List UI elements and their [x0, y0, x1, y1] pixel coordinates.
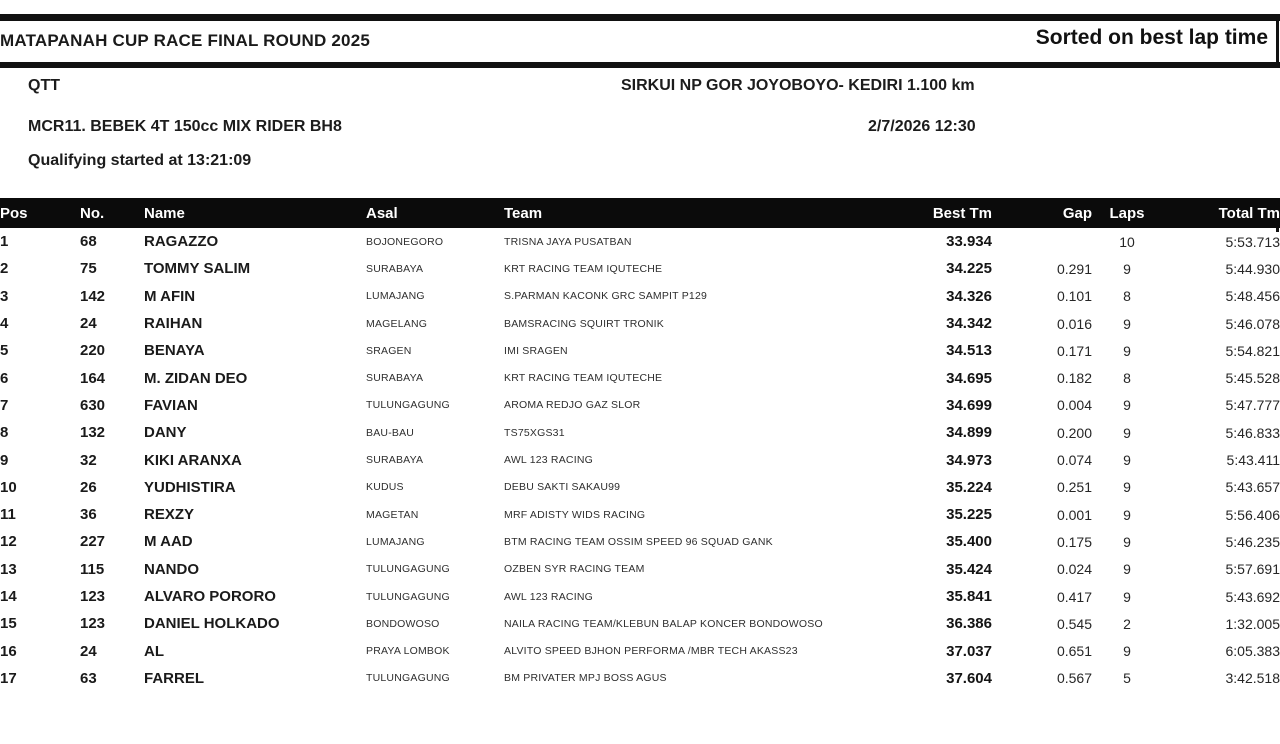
col-header-team: Team — [504, 204, 543, 222]
cell-team: KRT RACING TEAM IQUTECHE — [504, 372, 663, 385]
cell-team: BTM RACING TEAM OSSIM SPEED 96 SQUAD GANK — [504, 535, 773, 548]
cell-best-time: 35.424 — [946, 560, 992, 578]
cell-rider-name: RAGAZZO — [144, 233, 219, 251]
cell-laps: 5 — [1123, 670, 1131, 687]
cell-position: 4 — [0, 315, 9, 333]
cell-team: OZBEN SYR RACING TEAM — [504, 563, 645, 576]
cell-position: 17 — [0, 669, 17, 687]
table-row — [0, 556, 1280, 583]
cell-total-time: 5:53.713 — [1225, 233, 1280, 250]
cell-gap: 0.651 — [1056, 643, 1092, 660]
cell-team: MRF ADISTY WIDS RACING — [504, 508, 646, 521]
cell-total-time: 5:44.930 — [1225, 260, 1280, 277]
table-row — [0, 583, 1280, 610]
cell-position: 1 — [0, 233, 9, 251]
cell-total-time: 5:56.406 — [1225, 506, 1280, 523]
cell-position: 9 — [0, 451, 9, 469]
session-datetime: 2/7/2026 12:30 — [868, 118, 976, 135]
cell-gap: 0.545 — [1056, 615, 1092, 632]
cell-team: BM PRIVATER MPJ BOSS AGUS — [504, 672, 667, 685]
col-header-total-tm: Total Tm — [1218, 204, 1280, 222]
cell-gap: 0.567 — [1056, 670, 1092, 687]
cell-rider-name: DANY — [144, 424, 187, 442]
cell-gap: 0.251 — [1056, 479, 1092, 496]
cell-asal: KUDUS — [366, 481, 404, 494]
cell-best-time: 35.224 — [946, 478, 992, 496]
cell-team: AWL 123 RACING — [504, 590, 593, 603]
cell-team: AROMA REDJO GAZ SLOR — [504, 399, 641, 412]
table-row — [0, 419, 1280, 446]
cell-rider-name: TOMMY SALIM — [144, 260, 251, 278]
table-row — [0, 364, 1280, 391]
cell-total-time: 5:46.235 — [1225, 533, 1280, 550]
table-row — [0, 610, 1280, 637]
col-header-asal: Asal — [366, 204, 398, 222]
table-header-row — [0, 198, 1280, 228]
cell-best-time: 34.513 — [946, 342, 992, 360]
cell-race-number: 75 — [80, 260, 97, 278]
col-header-name: Name — [144, 204, 185, 222]
class-name: MCR11. BEBEK 4T 150cc MIX RIDER BH8 — [28, 118, 342, 135]
cell-rider-name: RAIHAN — [144, 315, 203, 333]
cell-laps: 9 — [1123, 424, 1131, 441]
cell-gap: 0.004 — [1056, 397, 1092, 414]
cell-race-number: 142 — [80, 287, 106, 305]
cell-position: 8 — [0, 424, 9, 442]
cell-total-time: 5:45.528 — [1225, 370, 1280, 387]
cell-team: NAILA RACING TEAM/KLEBUN BALAP KONCER BONDOWOSO — [504, 617, 823, 630]
cell-asal: PRAYA LOMBOK — [366, 645, 450, 658]
cell-team: KRT RACING TEAM IQUTECHE — [504, 262, 663, 275]
cell-asal: LUMAJANG — [366, 535, 425, 548]
cell-total-time: 6:05.383 — [1225, 643, 1280, 660]
cell-laps: 9 — [1123, 588, 1131, 605]
cell-laps: 2 — [1123, 615, 1131, 632]
cell-asal: BOJONEGORO — [366, 235, 444, 248]
cell-laps: 9 — [1123, 315, 1131, 332]
cell-total-time: 5:48.456 — [1225, 288, 1280, 305]
cell-best-time: 34.699 — [946, 396, 992, 414]
col-header-best-tm: Best Tm — [932, 204, 992, 222]
right-border-tick-top — [1276, 21, 1279, 62]
cell-best-time: 34.973 — [946, 451, 992, 469]
cell-team: TS75XGS31 — [504, 426, 565, 439]
table-row — [0, 255, 1280, 282]
cell-asal: TULUNGAGUNG — [366, 563, 450, 576]
cell-race-number: 164 — [80, 369, 106, 387]
cell-best-time: 35.400 — [946, 533, 992, 551]
top-rule — [0, 14, 1280, 21]
cell-position: 5 — [0, 342, 9, 360]
cell-team: S.PARMAN KACONK GRC SAMPIT P129 — [504, 290, 708, 303]
cell-team: BAMSRACING SQUIRT TRONIK — [504, 317, 664, 330]
cell-asal: SURABAYA — [366, 372, 424, 385]
table-row — [0, 337, 1280, 364]
cell-team: ALVITO SPEED BJHON PERFORMA /MBR TECH AKASS23 — [504, 645, 798, 658]
col-header-no: No. — [80, 204, 105, 222]
table-row — [0, 392, 1280, 419]
cell-gap: 0.101 — [1056, 288, 1092, 305]
cell-total-time: 5:57.691 — [1225, 561, 1280, 578]
cell-best-time: 34.695 — [946, 369, 992, 387]
cell-total-time: 5:46.833 — [1225, 424, 1280, 441]
cell-total-time: 5:46.078 — [1225, 315, 1280, 332]
cell-laps: 9 — [1123, 479, 1131, 496]
cell-position: 10 — [0, 478, 17, 496]
cell-laps: 9 — [1123, 643, 1131, 660]
cell-race-number: 24 — [80, 642, 97, 660]
cell-laps: 9 — [1123, 342, 1131, 359]
cell-total-time: 3:42.518 — [1225, 670, 1280, 687]
cell-position: 7 — [0, 396, 9, 414]
cell-position: 16 — [0, 642, 17, 660]
cell-team: DEBU SAKTI SAKAU99 — [504, 481, 621, 494]
cell-gap: 0.024 — [1056, 561, 1092, 578]
cell-asal: SRAGEN — [366, 344, 412, 357]
cell-total-time: 5:43.692 — [1225, 588, 1280, 605]
cell-gap: 0.171 — [1056, 342, 1092, 359]
cell-laps: 9 — [1123, 533, 1131, 550]
cell-race-number: 227 — [80, 533, 106, 551]
cell-best-time: 34.342 — [946, 315, 992, 333]
table-row — [0, 474, 1280, 501]
cell-total-time: 5:43.657 — [1225, 479, 1280, 496]
cell-race-number: 123 — [80, 588, 106, 605]
cell-total-time: 5:54.821 — [1225, 342, 1280, 359]
cell-gap: 0.182 — [1056, 370, 1092, 387]
circuit-name: SIRKUI NP GOR JOYOBOYO- KEDIRI 1.100 km — [621, 77, 975, 94]
cell-race-number: 630 — [80, 396, 106, 414]
cell-rider-name: REXZY — [144, 506, 195, 524]
sort-note: Sorted on best lap time — [1035, 26, 1268, 49]
header-rule — [0, 62, 1280, 68]
cell-rider-name: KIKI ARANXA — [144, 451, 242, 469]
cell-rider-name: FARREL — [144, 669, 204, 687]
cell-gap: 0.016 — [1056, 315, 1092, 332]
cell-best-time: 37.604 — [946, 669, 992, 687]
cell-asal: TULUNGAGUNG — [366, 399, 450, 412]
results-table — [0, 198, 1280, 692]
cell-race-number: 132 — [80, 424, 106, 442]
table-row — [0, 665, 1280, 692]
cell-laps: 9 — [1123, 561, 1131, 578]
cell-rider-name: DANIEL HOLKADO — [144, 615, 280, 633]
cell-position: 15 — [0, 615, 17, 633]
cell-gap: 0.291 — [1056, 260, 1092, 277]
cell-asal: MAGELANG — [366, 317, 428, 330]
cell-rider-name: BENAYA — [144, 342, 205, 360]
event-title: MATAPANAH CUP RACE FINAL ROUND 2025 — [0, 31, 371, 50]
cell-laps: 9 — [1123, 397, 1131, 414]
cell-team: AWL 123 RACING — [504, 454, 593, 467]
cell-position: 12 — [0, 533, 17, 551]
cell-rider-name: AL — [144, 642, 164, 660]
col-header-gap: Gap — [1062, 204, 1092, 222]
cell-asal: BONDOWOSO — [366, 617, 440, 630]
col-header-pos: Pos — [0, 204, 28, 222]
cell-position: 3 — [0, 287, 9, 305]
table-row — [0, 501, 1280, 528]
cell-race-number: 123 — [80, 615, 106, 633]
cell-rider-name: FAVIAN — [144, 396, 198, 414]
cell-position: 2 — [0, 260, 9, 278]
cell-asal: SURABAYA — [366, 454, 424, 467]
cell-gap: 0.175 — [1056, 533, 1092, 550]
cell-best-time: 35.225 — [946, 506, 992, 524]
cell-asal: TULUNGAGUNG — [366, 590, 450, 603]
cell-best-time: 34.899 — [946, 424, 992, 442]
cell-rider-name: NANDO — [144, 560, 199, 578]
cell-best-time: 34.225 — [946, 260, 992, 278]
cell-gap — [992, 228, 1092, 255]
cell-race-number: 115 — [80, 560, 105, 578]
cell-best-time: 33.934 — [946, 233, 992, 251]
cell-race-number: 68 — [80, 233, 97, 251]
cell-race-number: 24 — [80, 315, 97, 333]
cell-laps: 9 — [1123, 452, 1131, 469]
cell-best-time: 35.841 — [946, 588, 992, 605]
table-row — [0, 228, 1280, 255]
cell-best-time: 34.326 — [946, 287, 992, 305]
table-row — [0, 528, 1280, 555]
cell-asal: SURABAYA — [366, 262, 424, 275]
table-row — [0, 283, 1280, 310]
cell-team: IMI SRAGEN — [504, 344, 568, 357]
col-header-laps: Laps — [1109, 204, 1145, 222]
cell-rider-name: M AFIN — [144, 287, 196, 305]
cell-asal: TULUNGAGUNG — [366, 672, 450, 685]
cell-position: 6 — [0, 369, 9, 387]
cell-gap: 0.200 — [1056, 424, 1092, 441]
cell-rider-name: YUDHISTIRA — [144, 478, 236, 496]
cell-position: 14 — [0, 588, 17, 605]
cell-race-number: 220 — [80, 342, 106, 360]
qualifying-note: Qualifying started at 13:21:09 — [28, 152, 252, 169]
cell-laps: 9 — [1123, 506, 1131, 523]
cell-race-number: 32 — [80, 451, 97, 469]
results-body — [0, 228, 1280, 692]
cell-laps: 8 — [1123, 288, 1131, 305]
cell-race-number: 36 — [80, 506, 97, 524]
cell-asal: BAU-BAU — [366, 426, 415, 439]
cell-race-number: 26 — [80, 478, 97, 496]
cell-team: TRISNA JAYA PUSATBAN — [504, 235, 632, 248]
table-row — [0, 637, 1280, 664]
cell-asal: LUMAJANG — [366, 290, 425, 303]
cell-total-time: 1:32.005 — [1225, 615, 1280, 632]
cell-rider-name: ALVARO PORORO — [144, 588, 276, 605]
cell-position: 13 — [0, 560, 17, 578]
cell-rider-name: M. ZIDAN DEO — [144, 369, 248, 387]
cell-gap: 0.001 — [1056, 506, 1092, 523]
cell-gap: 0.417 — [1056, 588, 1092, 605]
table-row — [0, 310, 1280, 337]
cell-best-time: 36.386 — [946, 615, 992, 633]
cell-best-time: 37.037 — [946, 642, 992, 660]
cell-gap: 0.074 — [1056, 452, 1092, 469]
cell-total-time: 5:47.777 — [1225, 397, 1280, 414]
cell-laps: 10 — [1119, 233, 1135, 250]
cell-rider-name: M AAD — [144, 533, 193, 551]
cell-laps: 8 — [1123, 370, 1131, 387]
cell-asal: MAGETAN — [366, 508, 419, 521]
table-row — [0, 446, 1280, 473]
cell-position: 11 — [0, 506, 16, 524]
session-type: QTT — [28, 77, 60, 94]
cell-total-time: 5:43.411 — [1226, 452, 1280, 469]
cell-laps: 9 — [1123, 260, 1131, 277]
cell-race-number: 63 — [80, 669, 97, 687]
